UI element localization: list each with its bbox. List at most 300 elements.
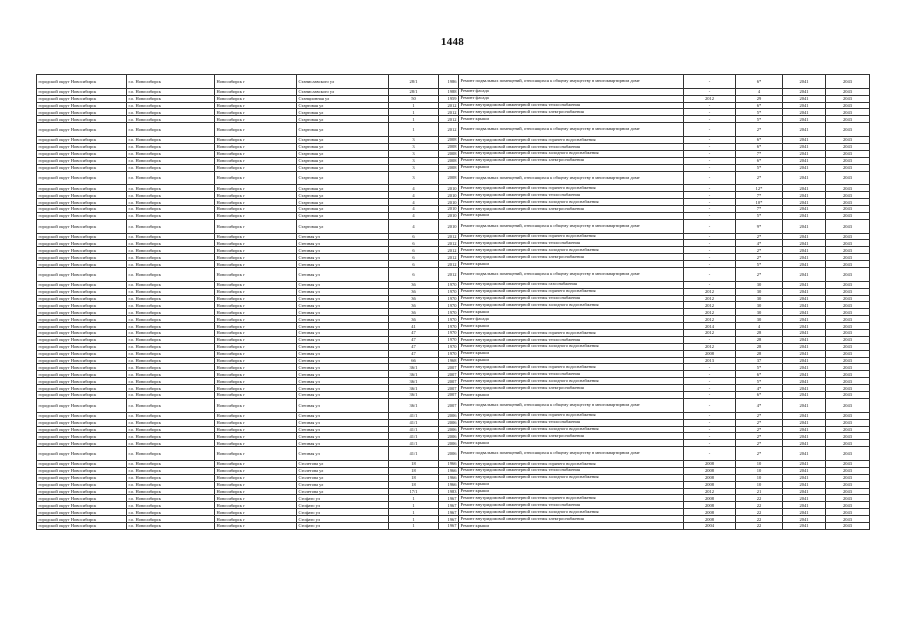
table-row	[37, 123, 870, 137]
build-year-cell: 2006	[439, 447, 459, 461]
table-row	[37, 281, 870, 288]
plan-start-cell: 2041	[783, 212, 826, 219]
wear-cell: 6*	[736, 75, 783, 89]
last-repair-year-cell: -	[684, 212, 736, 219]
work-type-cell: Ремонт внутридомовой инженерной системы теплоснабжения	[459, 336, 684, 343]
municipality-cell: городской округ Новосибирск	[37, 254, 127, 261]
table-row	[37, 295, 870, 302]
plan-start-cell: 2041	[783, 123, 826, 137]
wear-cell: 6*	[736, 102, 783, 109]
last-repair-year-cell: 2008	[684, 481, 736, 488]
wear-cell: 28	[736, 330, 783, 337]
street-cell: Степная ул	[297, 240, 389, 247]
municipality-cell: городской округ Новосибирск	[37, 316, 127, 323]
build-year-cell: 1970	[439, 302, 459, 309]
street-cell: Степная ул	[297, 254, 389, 261]
municipality-cell: городской округ Новосибирск	[37, 398, 127, 412]
house-number-cell: 36	[389, 288, 439, 295]
city-cell: Новосибирск г	[215, 316, 297, 323]
plan-end-cell: 2043	[826, 433, 870, 440]
house-number-cell: 18	[389, 460, 439, 467]
plan-end-cell: 2043	[826, 516, 870, 523]
municipality-cell: городской округ Новосибирск	[37, 143, 127, 150]
build-year-cell: 1959	[439, 95, 459, 102]
house-number-cell: 36/1	[389, 371, 439, 378]
city-cell: Новосибирск г	[215, 419, 297, 426]
build-year-cell: 2012	[439, 116, 459, 123]
city-cell: Новосибирск г	[215, 502, 297, 509]
wear-cell: 22	[736, 523, 783, 530]
work-type-cell: Ремонт внутридомовой инженерной системы горячего водоснабжения	[459, 330, 684, 337]
last-repair-year-cell: -	[684, 123, 736, 137]
street-cell: Столетова ул	[297, 488, 389, 495]
plan-start-cell: 2041	[783, 481, 826, 488]
street-cell: Степная ул	[297, 302, 389, 309]
street-cell: Станиславского ул	[297, 88, 389, 95]
table-row	[37, 323, 870, 330]
district-cell: г.о. Новосибирск	[127, 205, 215, 212]
plan-end-cell: 2043	[826, 357, 870, 364]
plan-end-cell: 2043	[826, 219, 870, 233]
city-cell: Новосибирск г	[215, 343, 297, 350]
district-cell: г.о. Новосибирск	[127, 95, 215, 102]
build-year-cell: 1970	[439, 295, 459, 302]
plan-start-cell: 2041	[783, 385, 826, 392]
table-row	[37, 212, 870, 219]
last-repair-year-cell: -	[684, 109, 736, 116]
last-repair-year-cell: -	[684, 261, 736, 268]
last-repair-year-cell: -	[684, 240, 736, 247]
plan-end-cell: 2043	[826, 495, 870, 502]
municipality-cell: городской округ Новосибирск	[37, 295, 127, 302]
street-cell: Степная ул	[297, 336, 389, 343]
build-year-cell: 1970	[439, 288, 459, 295]
plan-start-cell: 2041	[783, 254, 826, 261]
municipality-cell: городской округ Новосибирск	[37, 157, 127, 164]
plan-start-cell: 2041	[783, 302, 826, 309]
district-cell: г.о. Новосибирск	[127, 447, 215, 461]
table-row	[37, 474, 870, 481]
street-cell: Стофато ул	[297, 502, 389, 509]
plan-end-cell: 2043	[826, 102, 870, 109]
city-cell: Новосибирск г	[215, 137, 297, 144]
table-row	[37, 95, 870, 102]
last-repair-year-cell: -	[684, 219, 736, 233]
plan-end-cell: 2043	[826, 95, 870, 102]
house-number-cell: 17/1	[389, 488, 439, 495]
district-cell: г.о. Новосибирск	[127, 426, 215, 433]
build-year-cell: 1970	[439, 330, 459, 337]
build-year-cell: 2012	[439, 254, 459, 261]
last-repair-year-cell: -	[684, 364, 736, 371]
build-year-cell: 1970	[439, 309, 459, 316]
plan-end-cell: 2043	[826, 364, 870, 371]
municipality-cell: городской округ Новосибирск	[37, 205, 127, 212]
wear-cell: 2*	[736, 233, 783, 240]
municipality-cell: городской округ Новосибирск	[37, 261, 127, 268]
wear-cell: 12*	[736, 185, 783, 192]
district-cell: г.о. Новосибирск	[127, 109, 215, 116]
work-type-cell: Ремонт фасада	[459, 88, 684, 95]
city-cell: Новосибирск г	[215, 164, 297, 171]
municipality-cell: городской округ Новосибирск	[37, 171, 127, 185]
plan-start-cell: 2041	[783, 295, 826, 302]
street-cell: Стартовая ул	[297, 171, 389, 185]
build-year-cell: 2010	[439, 199, 459, 206]
wear-cell: 6*	[736, 157, 783, 164]
build-year-cell: 2012	[439, 123, 459, 137]
table-row	[37, 205, 870, 212]
wear-cell: 21	[736, 488, 783, 495]
house-number-cell: 3	[389, 150, 439, 157]
district-cell: г.о. Новосибирск	[127, 143, 215, 150]
street-cell: Станиславского ул	[297, 75, 389, 89]
plan-start-cell: 2041	[783, 474, 826, 481]
district-cell: г.о. Новосибирск	[127, 268, 215, 282]
wear-cell: 5*	[736, 164, 783, 171]
work-type-cell: Ремонт внутридомовой инженерной системы электроснабжения	[459, 433, 684, 440]
city-cell: Новосибирск г	[215, 233, 297, 240]
plan-end-cell: 2043	[826, 385, 870, 392]
city-cell: Новосибирск г	[215, 467, 297, 474]
work-type-cell: Ремонт внутридомовой инженерной системы холодного водоснабжения	[459, 199, 684, 206]
city-cell: Новосибирск г	[215, 143, 297, 150]
house-number-cell: 36/1	[389, 392, 439, 399]
build-year-cell: 2010	[439, 219, 459, 233]
plan-end-cell: 2043	[826, 88, 870, 95]
municipality-cell: городской округ Новосибирск	[37, 364, 127, 371]
table-row	[37, 164, 870, 171]
house-number-cell: 4	[389, 199, 439, 206]
table-row	[37, 350, 870, 357]
plan-end-cell: 2043	[826, 350, 870, 357]
table-row	[37, 378, 870, 385]
municipality-cell: городской округ Новосибирск	[37, 164, 127, 171]
municipality-cell: городской округ Новосибирск	[37, 419, 127, 426]
house-number-cell: 36	[389, 309, 439, 316]
plan-end-cell: 2043	[826, 343, 870, 350]
plan-start-cell: 2041	[783, 467, 826, 474]
district-cell: г.о. Новосибирск	[127, 302, 215, 309]
city-cell: Новосибирск г	[215, 171, 297, 185]
plan-start-cell: 2041	[783, 509, 826, 516]
district-cell: г.о. Новосибирск	[127, 488, 215, 495]
table-row	[37, 288, 870, 295]
municipality-cell: городской округ Новосибирск	[37, 150, 127, 157]
house-number-cell: 47	[389, 350, 439, 357]
wear-cell: 2*	[736, 426, 783, 433]
wear-cell: 29	[736, 95, 783, 102]
plan-end-cell: 2043	[826, 75, 870, 89]
last-repair-year-cell: -	[684, 233, 736, 240]
house-number-cell: 18	[389, 481, 439, 488]
build-year-cell: 1970	[439, 316, 459, 323]
house-number-cell: 41/1	[389, 447, 439, 461]
house-number-cell: 1	[389, 123, 439, 137]
plan-start-cell: 2041	[783, 233, 826, 240]
city-cell: Новосибирск г	[215, 516, 297, 523]
city-cell: Новосибирск г	[215, 481, 297, 488]
build-year-cell: 1970	[439, 281, 459, 288]
house-number-cell: 47	[389, 330, 439, 337]
table-row	[37, 502, 870, 509]
table-row	[37, 261, 870, 268]
work-type-cell: Ремонт внутридомовой инженерной системы горячего водоснабжения	[459, 412, 684, 419]
wear-cell: 10	[736, 460, 783, 467]
house-number-cell: 4	[389, 192, 439, 199]
street-cell: Стартовая ул	[297, 157, 389, 164]
plan-end-cell: 2043	[826, 392, 870, 399]
municipality-cell: городской округ Новосибирск	[37, 309, 127, 316]
city-cell: Новосибирск г	[215, 116, 297, 123]
work-type-cell: Ремонт подвальных помещений, относящихся к общему имуществу в многоквартирном доме	[459, 75, 684, 89]
plan-end-cell: 2043	[826, 426, 870, 433]
work-type-cell: Ремонт внутридомовой инженерной системы электроснабжения	[459, 516, 684, 523]
district-cell: г.о. Новосибирск	[127, 288, 215, 295]
house-number-cell: 1	[389, 495, 439, 502]
build-year-cell: 1986	[439, 75, 459, 89]
municipality-cell: городской округ Новосибирск	[37, 95, 127, 102]
street-cell: Степная ул	[297, 447, 389, 461]
work-type-cell: Ремонт внутридомовой инженерной системы горячего водоснабжения	[459, 137, 684, 144]
street-cell: Степная ул	[297, 233, 389, 240]
plan-end-cell: 2043	[826, 254, 870, 261]
wear-cell: 30	[736, 295, 783, 302]
street-cell: Степная ул	[297, 261, 389, 268]
city-cell: Новосибирск г	[215, 336, 297, 343]
city-cell: Новосибирск г	[215, 157, 297, 164]
plan-end-cell: 2043	[826, 419, 870, 426]
plan-end-cell: 2043	[826, 199, 870, 206]
municipality-cell: городской округ Новосибирск	[37, 474, 127, 481]
table-row	[37, 467, 870, 474]
last-repair-year-cell: -	[684, 378, 736, 385]
city-cell: Новосибирск г	[215, 192, 297, 199]
work-type-cell: Ремонт внутридомовой инженерной системы теплоснабжения	[459, 502, 684, 509]
work-type-cell: Ремонт крыши	[459, 523, 684, 530]
plan-start-cell: 2041	[783, 364, 826, 371]
street-cell: Столетова ул	[297, 460, 389, 467]
district-cell: г.о. Новосибирск	[127, 295, 215, 302]
house-number-cell: 28/1	[389, 88, 439, 95]
municipality-cell: городской округ Новосибирск	[37, 467, 127, 474]
municipality-cell: городской округ Новосибирск	[37, 392, 127, 399]
city-cell: Новосибирск г	[215, 412, 297, 419]
street-cell: Степная ул	[297, 419, 389, 426]
last-repair-year-cell: 2012	[684, 330, 736, 337]
house-number-cell: 6	[389, 233, 439, 240]
build-year-cell: 2007	[439, 398, 459, 412]
city-cell: Новосибирск г	[215, 398, 297, 412]
work-type-cell: Ремонт крыши	[459, 164, 684, 171]
build-year-cell: 2008	[439, 157, 459, 164]
table-row	[37, 88, 870, 95]
municipality-cell: городской округ Новосибирск	[37, 219, 127, 233]
municipality-cell: городской округ Новосибирск	[37, 412, 127, 419]
district-cell: г.о. Новосибирск	[127, 371, 215, 378]
wear-cell: 2*	[736, 433, 783, 440]
build-year-cell: 2006	[439, 433, 459, 440]
last-repair-year-cell: 2008	[684, 460, 736, 467]
plan-start-cell: 2041	[783, 309, 826, 316]
plan-end-cell: 2043	[826, 123, 870, 137]
city-cell: Новосибирск г	[215, 495, 297, 502]
plan-end-cell: 2043	[826, 474, 870, 481]
house-number-cell: 28/1	[389, 75, 439, 89]
municipality-cell: городской округ Новосибирск	[37, 440, 127, 447]
plan-start-cell: 2041	[783, 447, 826, 461]
street-cell: Степная ул	[297, 412, 389, 419]
plan-start-cell: 2041	[783, 171, 826, 185]
table-row	[37, 426, 870, 433]
wear-cell: 4*	[736, 398, 783, 412]
plan-end-cell: 2043	[826, 261, 870, 268]
municipality-cell: городской округ Новосибирск	[37, 523, 127, 530]
wear-cell: 28	[736, 336, 783, 343]
wear-cell: 5*	[736, 378, 783, 385]
city-cell: Новосибирск г	[215, 302, 297, 309]
last-repair-year-cell: -	[684, 137, 736, 144]
table-row	[37, 102, 870, 109]
house-number-cell: 6	[389, 261, 439, 268]
work-type-cell: Ремонт внутридомовой инженерной системы горячего водоснабжения	[459, 288, 684, 295]
build-year-cell: 2007	[439, 385, 459, 392]
last-repair-year-cell: -	[684, 392, 736, 399]
district-cell: г.о. Новосибирск	[127, 261, 215, 268]
house-number-cell: 36/1	[389, 385, 439, 392]
work-type-cell: Ремонт крыши	[459, 488, 684, 495]
municipality-cell: городской округ Новосибирск	[37, 488, 127, 495]
city-cell: Новосибирск г	[215, 371, 297, 378]
district-cell: г.о. Новосибирск	[127, 495, 215, 502]
build-year-cell: 2012	[439, 233, 459, 240]
plan-start-cell: 2041	[783, 357, 826, 364]
city-cell: Новосибирск г	[215, 109, 297, 116]
wear-cell: 5*	[736, 109, 783, 116]
plan-start-cell: 2041	[783, 102, 826, 109]
plan-end-cell: 2043	[826, 109, 870, 116]
last-repair-year-cell: -	[684, 88, 736, 95]
district-cell: г.о. Новосибирск	[127, 185, 215, 192]
build-year-cell: 2007	[439, 392, 459, 399]
plan-start-cell: 2041	[783, 261, 826, 268]
build-year-cell: 1988	[439, 88, 459, 95]
work-type-cell: Ремонт внутридомовой инженерной системы горячего водоснабжения	[459, 460, 684, 467]
work-type-cell: Ремонт крыши	[459, 116, 684, 123]
district-cell: г.о. Новосибирск	[127, 357, 215, 364]
build-year-cell: 1967	[439, 509, 459, 516]
district-cell: г.о. Новосибирск	[127, 157, 215, 164]
plan-end-cell: 2043	[826, 330, 870, 337]
plan-end-cell: 2043	[826, 192, 870, 199]
last-repair-year-cell: -	[684, 247, 736, 254]
plan-start-cell: 2041	[783, 343, 826, 350]
table-row	[37, 268, 870, 282]
wear-cell: 2*	[736, 412, 783, 419]
work-type-cell: Ремонт внутридомовой инженерной системы холодного водоснабжения	[459, 247, 684, 254]
house-number-cell: 3	[389, 171, 439, 185]
table-row	[37, 137, 870, 144]
plan-start-cell: 2041	[783, 440, 826, 447]
municipality-cell: городской округ Новосибирск	[37, 343, 127, 350]
wear-cell: 30	[736, 281, 783, 288]
house-number-cell: 36	[389, 302, 439, 309]
table-row	[37, 516, 870, 523]
city-cell: Новосибирск г	[215, 330, 297, 337]
street-cell: Столетова ул	[297, 474, 389, 481]
municipality-cell: городской округ Новосибирск	[37, 288, 127, 295]
last-repair-year-cell: 2012	[684, 302, 736, 309]
city-cell: Новосибирск г	[215, 281, 297, 288]
table-row	[37, 357, 870, 364]
city-cell: Новосибирск г	[215, 378, 297, 385]
wear-cell: 28	[736, 350, 783, 357]
work-type-cell: Ремонт внутридомовой инженерной системы теплоснабжения	[459, 419, 684, 426]
municipality-cell: городской округ Новосибирск	[37, 495, 127, 502]
city-cell: Новосибирск г	[215, 185, 297, 192]
plan-start-cell: 2041	[783, 433, 826, 440]
district-cell: г.о. Новосибирск	[127, 412, 215, 419]
wear-cell: 7*	[736, 150, 783, 157]
build-year-cell: 2012	[439, 268, 459, 282]
municipality-cell: городской округ Новосибирск	[37, 185, 127, 192]
last-repair-year-cell: -	[684, 398, 736, 412]
house-number-cell: 1	[389, 102, 439, 109]
plan-start-cell: 2041	[783, 502, 826, 509]
city-cell: Новосибирск г	[215, 150, 297, 157]
district-cell: г.о. Новосибирск	[127, 502, 215, 509]
city-cell: Новосибирск г	[215, 295, 297, 302]
work-type-cell: Ремонт внутридомовой инженерной системы горячего водоснабжения	[459, 364, 684, 371]
plan-end-cell: 2043	[826, 295, 870, 302]
work-type-cell: Ремонт подвальных помещений, относящихся к общему имуществу в многоквартирном доме	[459, 171, 684, 185]
last-repair-year-cell: -	[684, 419, 736, 426]
work-type-cell: Ремонт внутридомовой инженерной системы электроснабжения	[459, 205, 684, 212]
city-cell: Новосибирск г	[215, 357, 297, 364]
work-type-cell: Ремонт крыши	[459, 440, 684, 447]
plan-end-cell: 2043	[826, 157, 870, 164]
plan-end-cell: 2043	[826, 440, 870, 447]
city-cell: Новосибирск г	[215, 440, 297, 447]
plan-start-cell: 2041	[783, 419, 826, 426]
city-cell: Новосибирск г	[215, 123, 297, 137]
table-row	[37, 433, 870, 440]
last-repair-year-cell: -	[684, 199, 736, 206]
plan-start-cell: 2041	[783, 350, 826, 357]
street-cell: Стартовая ул	[297, 212, 389, 219]
house-number-cell: 66	[389, 357, 439, 364]
last-repair-year-cell: -	[684, 185, 736, 192]
district-cell: г.о. Новосибирск	[127, 240, 215, 247]
work-type-cell: Ремонт внутридомовой инженерной системы теплоснабжения	[459, 295, 684, 302]
work-type-cell: Ремонт внутридомовой инженерной системы горячего водоснабжения	[459, 185, 684, 192]
house-number-cell: 4	[389, 212, 439, 219]
plan-end-cell: 2043	[826, 164, 870, 171]
work-type-cell: Ремонт внутридомовой инженерной системы холодного водоснабжения	[459, 474, 684, 481]
build-year-cell: 1966	[439, 474, 459, 481]
work-type-cell: Ремонт крыши	[459, 392, 684, 399]
house-number-cell: 3	[389, 157, 439, 164]
table-row	[37, 419, 870, 426]
build-year-cell: 2006	[439, 412, 459, 419]
plan-start-cell: 2041	[783, 330, 826, 337]
work-type-cell: Ремонт внутридомовой инженерной системы холодного водоснабжения	[459, 509, 684, 516]
build-year-cell: 2012	[439, 247, 459, 254]
district-cell: г.о. Новосибирск	[127, 164, 215, 171]
house-number-cell: 41/1	[389, 426, 439, 433]
house-number-cell: 36	[389, 316, 439, 323]
street-cell: Степная ул	[297, 316, 389, 323]
